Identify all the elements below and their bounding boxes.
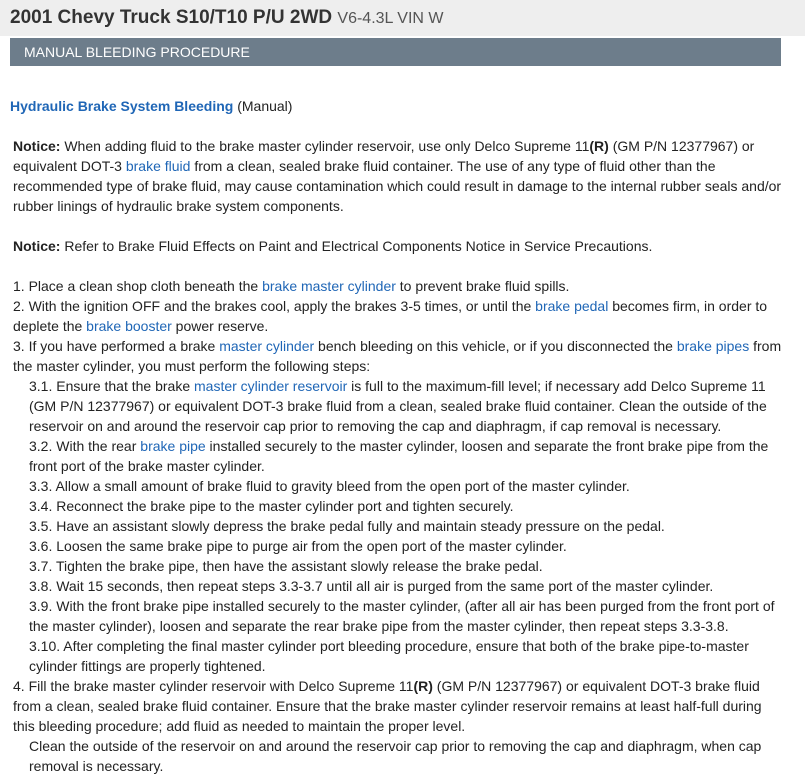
notice-label: Notice: [13, 238, 61, 254]
notice-label: Notice: [13, 138, 61, 154]
registered-mark: R [418, 678, 429, 694]
step-3-7: 3.7. Tighten the brake pipe, then have the assistant slowly release the brake pedal. [29, 558, 543, 574]
step-4-note: Clean the outside of the reservoir on and around the reservoir cap prior to removing the cap and diaphragm, when cap removal is necessary. [29, 738, 762, 774]
step-3-1: 3.1. Ensure that the brake master cylinder reservoir is full to the maximum-fill level; if necessary add Delco Supreme 11 (GM P/N 12377967) or equivalent DOT-3 brake fluid from a clean, sealed brake fluid container. Clean the outside of the reservoir on and around the reservoir cap prior to removing the cap and diaphragm, if cap removal is necessary. [29, 378, 767, 434]
header-bar [0, 0, 805, 36]
step-1: 1. Place a clean shop cloth beneath the brake master cylinder to prevent brake fluid spills. [13, 278, 570, 294]
procedure-content [10, 96, 785, 776]
step-3-3: 3.3. Allow a small amount of brake fluid to gravity bleed from the open port of the master cylinder. [29, 478, 630, 494]
step-3: 3. If you have performed a brake master cylinder bench bleeding on this vehicle, or if you disconnected the brake pipes from the master cylinder, you must perform the following steps: [13, 338, 782, 374]
link-brake-pipe[interactable]: brake pipe [140, 438, 206, 454]
notice-paint: Notice: Refer to Brake Fluid Effects on Paint and Electrical Components Notice in Service Precautions. [13, 238, 653, 254]
link-brake-pipes[interactable]: brake pipes [676, 338, 750, 354]
page-title [10, 6, 444, 31]
doc-title-suffix: (Manual) [237, 98, 293, 114]
engine-subtitle: V6-4.3L VIN W [337, 10, 444, 27]
vehicle-title: 2001 Chevy Truck S10/T10 P/U 2WD [10, 7, 333, 28]
link-brake-pedal[interactable]: brake pedal [535, 298, 609, 314]
step-3-10: 3.10. After completing the final master cylinder port bleeding procedure, ensure that both of the brake pipe-to-master cylinder fittings are properly tightened. [29, 638, 749, 674]
link-master-cylinder-reservoir[interactable]: master cylinder reservoir [194, 378, 348, 394]
link-brake-master-cylinder[interactable]: brake master cylinder [262, 278, 396, 294]
step-3-2: 3.2. With the rear brake pipe installed securely to the master cylinder, loosen and separate the front brake pipe from the front port of the brake master cylinder. [29, 438, 769, 474]
section-band: MANUAL BLEEDING PROCEDURE [10, 38, 781, 66]
notice-fluid: Notice: When adding fluid to the brake master cylinder reservoir, use only Delco Supreme 11(R) (GM P/N 12377967) or equivalent DOT-3 brake fluid from a clean, sealed brake fluid container. The use of any type of fluid other than the recommended type of brake fluid, may cause contamination which could result in damage to the internal rubber seals and/or rubber linings of hydraulic brake system components. [13, 138, 782, 214]
link-master-cylinder[interactable]: master cylinder [219, 338, 315, 354]
step-3-5: 3.5. Have an assistant slowly depress the brake pedal fully and maintain steady pressure on the pedal. [29, 518, 665, 534]
step-2: 2. With the ignition OFF and the brakes cool, apply the brakes 3-5 times, or until the brake pedal becomes firm, in order to deplete the brake booster power reserve. [13, 298, 768, 334]
registered-mark: R [594, 138, 605, 154]
step-3-6: 3.6. Loosen the same brake pipe to purge air from the open port of the master cylinder. [29, 538, 567, 554]
doc-title-link[interactable]: Hydraulic Brake System Bleeding [10, 98, 234, 114]
step-4: 4. Fill the brake master cylinder reservoir with Delco Supreme 11(R) (GM P/N 12377967) or equivalent DOT-3 brake fluid from a clean, sealed brake fluid container. Ensure that the brake master cylinder reservoir remains at least half-full during this bleeding procedure; add fluid as needed to maintain the proper level. [13, 678, 762, 734]
step-3-8: 3.8. Wait 15 seconds, then repeat steps 3.3-3.7 until all air is purged from the same port of the master cylinder. [29, 578, 714, 594]
link-brake-booster[interactable]: brake booster [86, 318, 172, 334]
step-3-4: 3.4. Reconnect the brake pipe to the master cylinder port and tighten securely. [29, 498, 514, 514]
link-brake-fluid[interactable]: brake fluid [125, 158, 191, 174]
doc-title [10, 96, 785, 116]
step-3-9: 3.9. With the front brake pipe installed securely to the master cylinder, (after all air has been purged from the front port of the master cylinder), loosen and separate the rear brake pipe from the master cylinder, then repeat steps 3.3-3.8. [29, 598, 775, 634]
